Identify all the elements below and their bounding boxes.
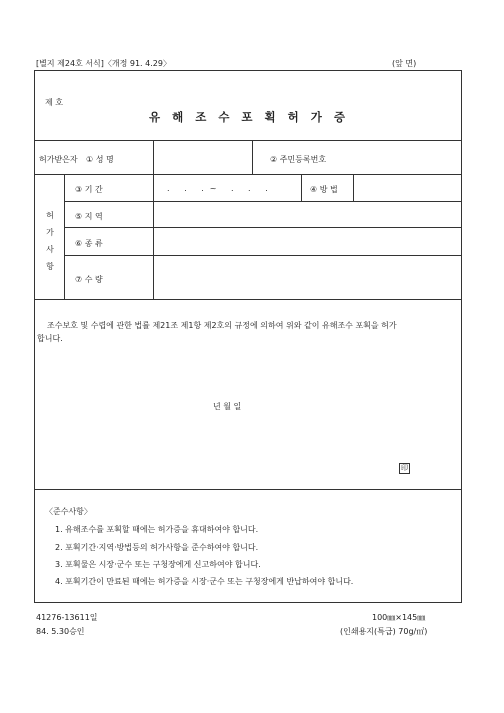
seal-icon: 印 xyxy=(401,464,408,472)
divider xyxy=(301,174,302,201)
method-label: ④ 방 법 xyxy=(310,185,338,194)
divider xyxy=(35,489,461,490)
area-label: ⑤ 지 역 xyxy=(75,212,103,221)
note-item: 4. 포획기간이 만료된 때에는 허가증을 시장·군수 또는 구청장에게 반납하여야 합니다. xyxy=(55,577,354,586)
page-title: 유 해 조 수 포 획 허 가 증 xyxy=(148,110,349,124)
form-code: 41276-13611일 xyxy=(36,613,98,622)
divider xyxy=(64,174,65,299)
kind-label: ⑥ 종 류 xyxy=(75,239,103,248)
name-label: ① 성 명 xyxy=(86,155,114,164)
period-label: ③ 기 간 xyxy=(75,185,103,194)
resident-id-label: ② 주민등록번호 xyxy=(270,155,327,164)
permit-form xyxy=(34,70,462,603)
divider xyxy=(64,201,461,202)
divider xyxy=(64,255,461,256)
permit-details-label: 허 가 사 항 xyxy=(46,211,54,271)
permit-number-label: 제 호 xyxy=(45,98,63,107)
period-value: . . .~ . . . xyxy=(167,184,274,193)
page-side-label: (앞 면) xyxy=(392,59,417,68)
divider xyxy=(35,174,461,175)
issue-date: 년 월 일 xyxy=(213,402,242,411)
divider xyxy=(353,174,354,201)
divider xyxy=(153,140,154,299)
form-size: 100㎜×145㎜ xyxy=(372,613,426,622)
divider xyxy=(35,299,461,300)
note-item: 3. 포획물은 시장·군수 또는 구청장에게 신고하여야 합니다. xyxy=(55,560,261,569)
approval-date: 84. 5.30승인 xyxy=(36,627,85,636)
divider xyxy=(64,227,461,228)
paper-spec: (인쇄용지(특급) 70g/㎡) xyxy=(340,627,428,636)
permit-holder-label: 허가받은자 xyxy=(39,155,78,164)
note-item: 2. 포획기간·지역·방법등의 허가사항을 준수하여야 합니다. xyxy=(55,543,259,552)
permit-statement: 조수보호 및 수렵에 관한 법률 제21조 제1항 제2호의 규정에 의하여 위와 같이 유해조수 포획을 허가 xyxy=(47,321,397,330)
notes-title: 〈준수사항〉 xyxy=(45,507,92,516)
permit-statement-end: 합니다. xyxy=(37,334,63,343)
form-label: [별지 제24호 서식]〈개정 91. 4.29〉 xyxy=(36,59,171,68)
divider xyxy=(35,140,461,141)
divider xyxy=(252,140,253,174)
note-item: 1. 유해조수를 포획할 때에는 허가증을 휴대하여야 합니다. xyxy=(55,525,259,534)
quantity-label: ⑦ 수 량 xyxy=(75,275,103,284)
